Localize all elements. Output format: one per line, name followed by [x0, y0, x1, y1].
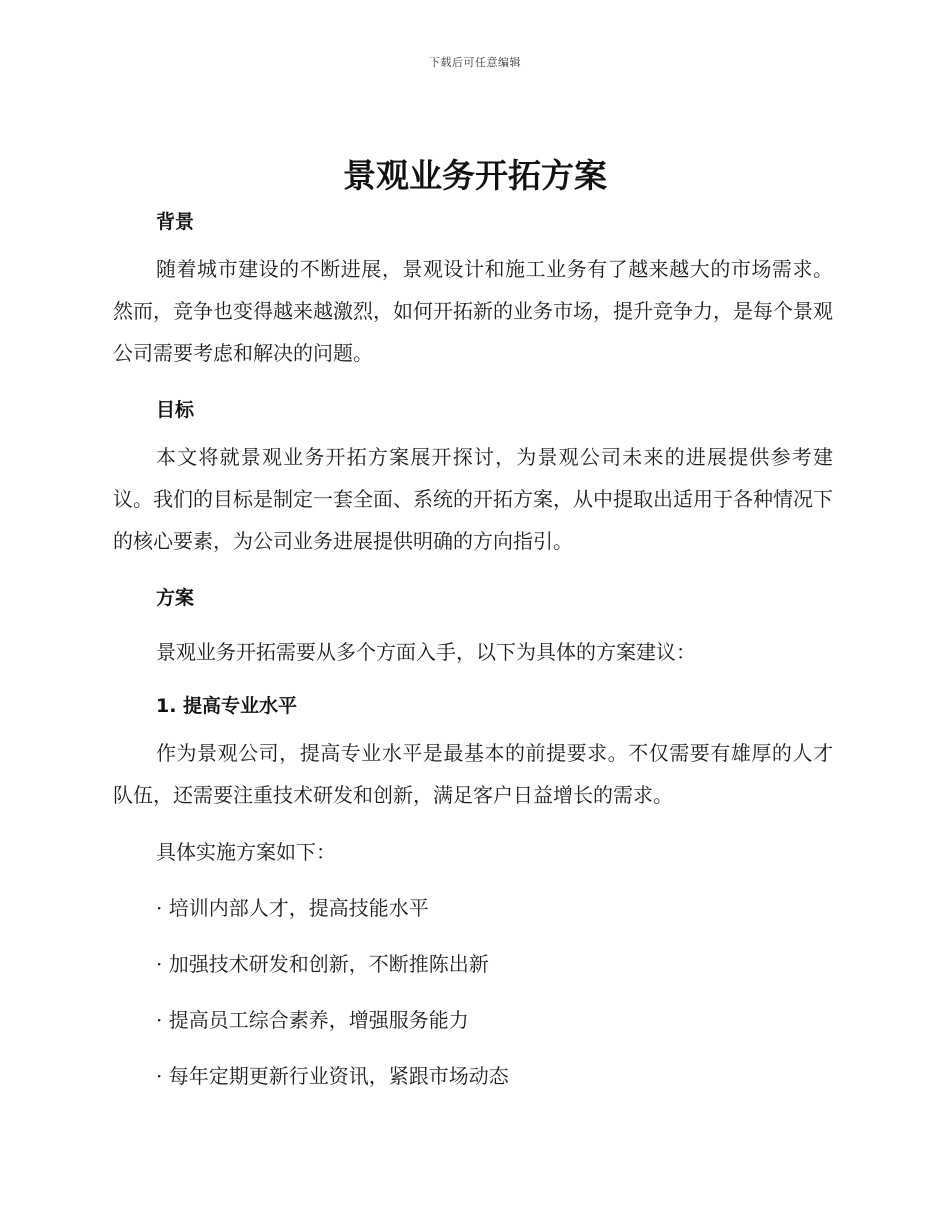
section-heading-goal: 目标 — [156, 399, 195, 421]
document-body — [113, 196, 833, 1104]
background-paragraph: 随着城市建设的不断进展，景观设计和施工业务有了越来越大的市场需求。然而，竞争也变得越来越激烈，如何开拓新的业务市场，提升竞争力，是每个景观公司需要考虑和解决的问题。 — [113, 257, 833, 365]
page-header: 下载后可任意编辑 — [429, 56, 521, 69]
implementation-label: 具体实施方案如下： — [156, 840, 336, 864]
bullet-item: · 加强技术研发和创新，不断推陈出新 — [156, 952, 489, 976]
subsection-heading-professional-level: 1. 提高专业水平 — [156, 695, 298, 717]
professional-level-paragraph: 作为景观公司，提高专业水平是最基本的前提要求。不仅需要有雄厚的人才队伍，还需要注重技术研发和创新，满足客户日益增长的需求。 — [113, 741, 833, 807]
bullet-item: · 培训内部人才，提高技能水平 — [156, 896, 429, 920]
bullet-item: · 每年定期更新行业资讯，紧跟市场动态 — [156, 1064, 509, 1088]
section-heading-background: 背景 — [156, 211, 195, 233]
goal-paragraph: 本文将就景观业务开拓方案展开探讨，为景观公司未来的进展提供参考建议。我们的目标是制定一套全面、系统的开拓方案，从中提取出适用于各种情况下的核心要素，为公司业务进展提供明确的方向指引。 — [113, 445, 833, 553]
document-title: 景观业务开拓方案 — [343, 156, 607, 195]
bullet-item: · 提高员工综合素养，增强服务能力 — [156, 1008, 469, 1032]
plan-intro: 景观业务开拓需要从多个方面入手，以下为具体的方案建议： — [156, 640, 696, 664]
section-heading-plan: 方案 — [156, 587, 195, 609]
